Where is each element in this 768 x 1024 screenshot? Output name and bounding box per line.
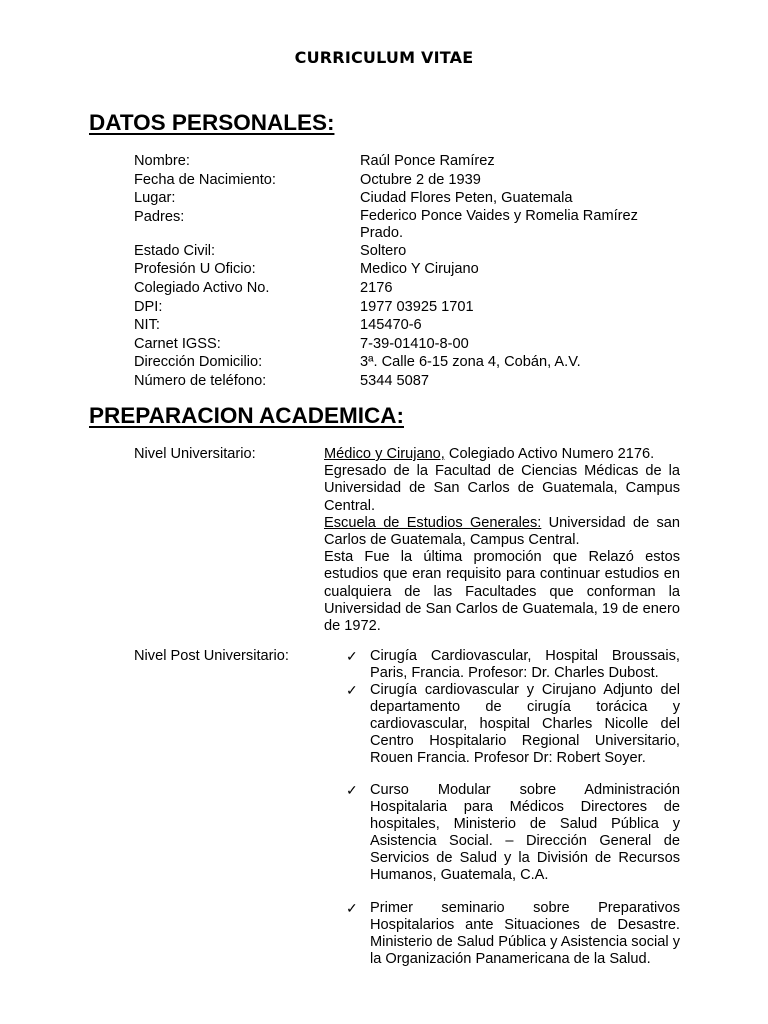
personal-label: NIT: [134,317,160,334]
university-title: Médico y Cirujano, [324,446,445,462]
list-item [346,782,680,884]
personal-value: Raúl Ponce Ramírez [360,153,495,169]
general-school-line [324,515,680,549]
list-item [346,648,680,682]
personal-value: 1977 03925 1701 [360,298,474,315]
university-level-label: Nivel Universitario: [134,446,256,462]
personal-label: Carnet IGSS: [134,335,221,352]
personal-row [134,335,694,354]
university-title-rest: Colegiado Activo Numero 2176. [444,446,655,462]
personal-label: Nombre: [134,153,190,169]
university-graduated: Egresado de la Facultad de Ciencias Médicas de la Universidad de San Carlos de Guatemala, Campus Central. [324,463,680,514]
personal-value: Ciudad Flores Peten, Guatemala [360,190,573,207]
personal-data-table [134,152,694,391]
personal-label: Estado Civil: [134,242,216,259]
personal-row [134,189,694,208]
personal-row [134,260,694,279]
personal-label: Profesión U Oficio: [134,261,256,278]
personal-value: 145470-6 [360,317,422,334]
general-school: Escuela de Estudios Generales: [324,514,542,531]
personal-row [134,316,694,335]
checkmark-icon: ✓ [346,900,358,916]
list-item [346,682,680,767]
personal-label: Lugar: [134,190,176,207]
personal-row [134,152,694,171]
general-school-rest: Universidad de san Carlos de Guatemala, Campus Central. [324,514,680,549]
section-heading-academic: PREPARACION ACADEMICA: [89,403,404,428]
postgrad-item-text: Cirugía cardiovascular y Cirujano Adjunto del departamento de cirugía torácica y cardiovascular, hospital Charles Nicolle del Centro Hospitalario Regional Universitario, Rouen Francia. Profesor Dr: Robert Soyer. [370,682,680,766]
personal-label: Padres: [134,208,185,225]
university-title-line [324,446,680,463]
personal-value: 2176 [360,279,393,296]
postgrad-list-2 [346,782,680,884]
section-heading-personal: DATOS PERSONALES: [89,110,335,135]
personal-row [134,208,694,242]
postgrad-item-text: Curso Modular sobre Administración Hospitalaria para Médicos Directores de hospitales, Ministerio de Salud Pública y Asistencia Social. – Dirección General de Servicios de Salud y la División de Recursos Humanos, Guatemala, C.A. [370,782,680,883]
postgrad-list-3 [346,900,680,968]
personal-value: 7-39-01410-8-00 [360,335,469,352]
personal-value: Octubre 2 de 1939 [360,171,481,188]
postgrad-item-text: Cirugía Cardiovascular, Hospital Broussais, Paris, Francia. Profesor: Dr. Charles Dubost. [370,648,680,681]
personal-row [134,353,694,372]
personal-row [134,279,694,298]
list-item [346,900,680,968]
personal-label: DPI: [134,298,163,315]
promotion-note: Esta Fue la última promoción que Relazó estos estudios que eran requisito para continuar estudios en cualquiera de las Facultades que conforman la Universidad de San Carlos de Guatemala, 19 de enero de 1972. [324,549,680,635]
checkmark-icon: ✓ [346,682,358,698]
personal-value: Federico Ponce Vaides y Romelia Ramírez Prado. [360,207,638,241]
postgrad-level-label: Nivel Post Universitario: [134,648,289,664]
personal-row [134,242,694,261]
personal-row [134,298,694,317]
personal-label: Número de teléfono: [134,372,267,389]
document-title: CURRICULUM VITAE [294,48,474,67]
personal-value: 3ª. Calle 6-15 zona 4, Cobán, A.V. [360,354,581,371]
personal-value: Soltero [360,242,407,259]
university-details [324,446,680,635]
personal-row [134,372,694,391]
personal-value: 5344 5087 [360,372,429,389]
checkmark-icon: ✓ [346,648,358,664]
postgrad-list [346,648,680,767]
personal-label: Fecha de Nacimiento: [134,171,276,188]
personal-label: Colegiado Activo No. [134,279,270,296]
personal-label: Dirección Domicilio: [134,354,263,371]
checkmark-icon: ✓ [346,782,358,798]
postgrad-item-text: Primer seminario sobre Preparativos Hospitalarios ante Situaciones de Desastre. Ministerio de Salud Pública y Asistencia social y la Organización Panamericana de la Salud. [370,900,680,967]
personal-value: Medico Y Cirujano [360,261,479,278]
personal-row [134,171,694,190]
